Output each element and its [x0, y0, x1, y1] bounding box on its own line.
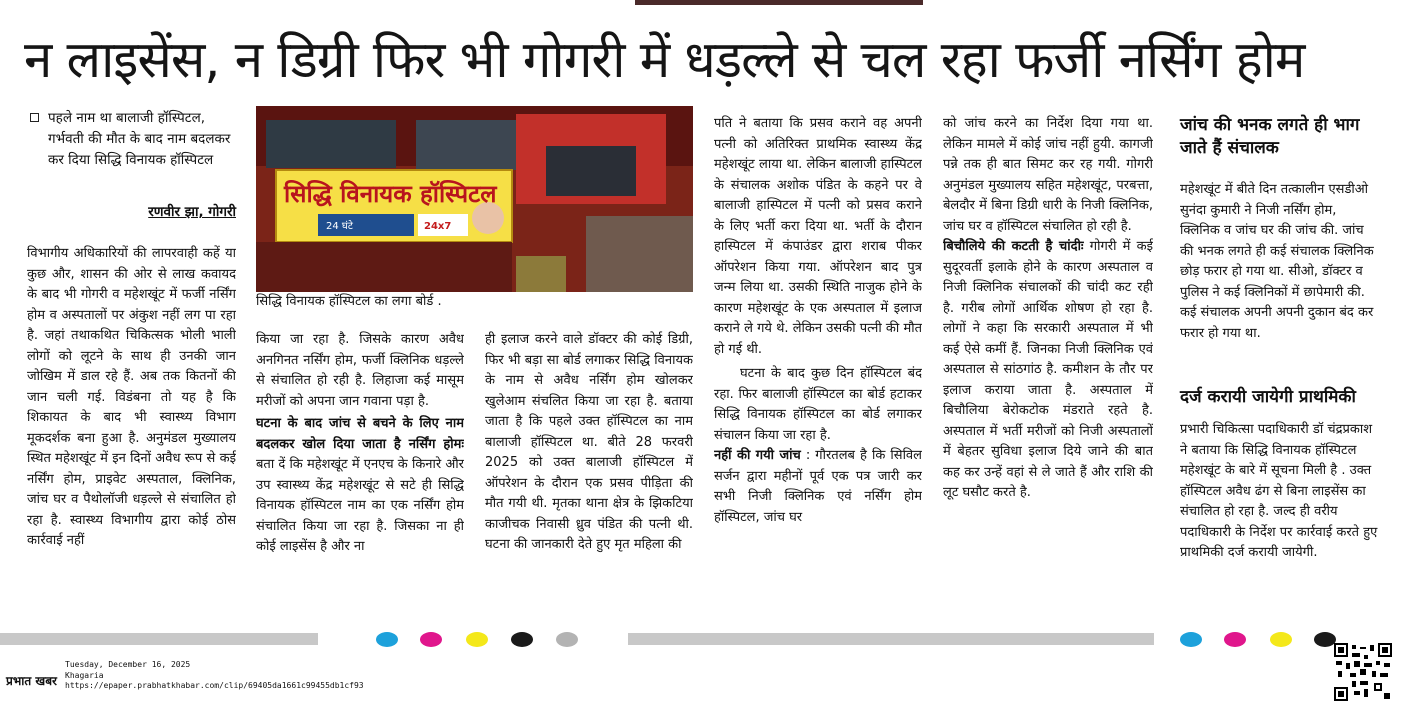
- cyan-registration-dot: [376, 632, 398, 647]
- byline: रणवीर झा, गोगरी: [148, 204, 236, 220]
- clip-info: [65, 660, 364, 692]
- article-column-2: [256, 330, 464, 616]
- photo-caption: सिद्धि विनायक हॉस्पिटल का लगा बोर्ड .: [256, 294, 442, 309]
- column-4-text-2: घटना के बाद कुछ दिन हॉस्पिटल बंद रहा. फिर बालाजी हॉस्पिटल का बोर्ड हटाकर सिद्धि विनायक हॉस्पिटल का बोर्ड लगाकर संचालन किया जा रहा है.: [714, 366, 922, 443]
- qr-code-icon[interactable]: [1334, 643, 1392, 701]
- column-2-text-1: किया जा रहा है. जिसके कारण अवैध अनगिनत नर्सिंग होम, फर्जी क्लिनिक धड़ल्ले से संचालित हो रही है. लिहाजा कई मासूम मरीजों को अपना जान गवाना पड़ा है.: [256, 332, 464, 409]
- column-5-text-2: गोगरी में कई सुदूरवर्ती इलाके होने के कारण अस्पताल व निजी क्लिनिक संचालकों की चांदी कट रही है. गरीब लोगों आर्थिक शोषण हो रहा है. लोगों ने कहा कि सरकारी अस्पताल में भी कई ऐसे कमीं हैं. जिनका निजी क्लिनिक एवं अस्पताल से सांठगांठ है. कमीशन के तौर पर इलाज कराया जाता है. अस्पताल में बिचौलिया बेरोकटोक मंडराते रहते है. अस्पताल में भर्ती मरीजों को निजी अस्पतालों में बेहतर सुविधा इलाज दिये जाने की बात कह कर उन्हें वहां से ले जाते हैं और राशि की लूट घसौट करते है.: [943, 239, 1153, 500]
- column-1-text: विभागीय अधिकारियों की लापरवाही कहें या कुछ और, शासन की ओर से लाख कवायद के बाद भी गोगरी व महेशखूंट में फर्जी नर्सिंग होम व अस्पतालों पर अंकुश नहीं लग पा रहा है. जहां तथाकथित चिकित्सक भोली भाली लोगों को लूटने के साथ ही उनकी जान जोखिम में डाल रहे हैं. अब तक कितनों की जान चली गई. विडंबना तो यह है कि शिकायत के बाद भी स्वास्थ्य विभाग मूकदर्शक बना हुआ है. अनुमंडल मुख्यालय स्थित महेशखूंट में इन दिनों अवैध रूप से कई नर्सिंग होम, प्राइवेट अस्पताल, क्लिनिक, जांच घर व पैथोलॉजी धड़ल्ले से संचालित हो रहा है. स्वास्थ्य विभागीय द्वारा कोई ठोस कार्रवाई नहीं: [27, 246, 236, 548]
- intro-bullet: [30, 108, 236, 171]
- column-5-subhead: बिचौलिये की कटती है चांदीः: [943, 239, 1084, 254]
- newspaper-logo: प्रभात खबर: [6, 674, 57, 688]
- top-image-strip: [635, 0, 923, 5]
- sidebar-title-1: जांच की भनक लगते ही भाग जाते हैं संचालक: [1180, 115, 1360, 158]
- intro-bullet-text: पहले नाम था बालाजी हॉस्पिटल, गर्भवती की मौत के बाद नाम बदलकर कर दिया सिद्धि विनायक हॉस्पिटल: [48, 110, 231, 168]
- magenta-registration-dot: [1224, 632, 1246, 647]
- headline: न लाइसेंस, न डिग्री फिर भी गोगरी में धड़ल्ले से चल रहा फर्जी नर्सिंग होम: [24, 31, 1305, 90]
- registration-bar-left: [0, 633, 318, 645]
- article-column-1: [27, 244, 236, 616]
- sidebar-body-1-text: महेशखूंट में बीते दिन तत्कालीन एसडीओ सुनंदा कुमारी ने निजी नर्सिंग होम, क्लिनिक व जांच घर की जांच की. जांच की भनक लगते ही कई संचालक क्लिनिक छोड़ फरार हो गया था. सीओ, डॉक्टर व पुलिस ने कई क्लिनिकों में छापेमारी की. कई संचालक अपनी अपनी दुकान बंद कर फरार हो गया था.: [1180, 182, 1374, 341]
- article-column-4: [714, 114, 922, 616]
- column-2-subhead: घटना के बाद जांच से बचने के लिए नाम बदलकर खोल दिया जाता है नर्सिंग होमः: [256, 416, 464, 452]
- column-4-paragraph-3: [714, 446, 922, 528]
- cyan-registration-dot: [1180, 632, 1202, 647]
- gray-registration-dot: [556, 632, 578, 647]
- registration-bar-middle: [628, 633, 1154, 645]
- sign-badge-text: 24x7: [424, 221, 452, 232]
- sidebar-title-2: दर्ज करायी जायेगी प्राथमिकी: [1180, 387, 1356, 407]
- article-column-5: [943, 114, 1153, 616]
- yellow-registration-dot: [466, 632, 488, 647]
- clip-edition: Khagaria: [65, 670, 104, 680]
- article-column-3: [485, 330, 693, 616]
- sidebar-body-2: [1180, 420, 1378, 620]
- sign-title: सिद्धि विनायक हॉस्पिटल: [284, 180, 497, 208]
- column-3-text: ही इलाज करने वाले डॉक्टर की कोई डिग्री, फिर भी बड़ा सा बोर्ड लगाकर सिद्धि विनायक के नाम से अवैध नर्सिंग होम खोलकर खुलेआम संचलित किया जा रहा है. बताया जाता है कि पहले उक्त हॉस्पिटल का नाम बालाजी हॉस्पिटल था. बीते 28 फरवरी 2025 को उक्त बालाजी हॉस्पिटल में ऑपरेशन के दौरान एक प्रसव पीड़िता की मौत गयी थी. मृतका थाना क्षेत्र के झिकटिया काजीचक निवासी ध्रुव पंडित की पत्नी थी. घटना की जानकारी देते हुए मृत महिला की: [485, 332, 693, 552]
- sign-small-text: 24 घंटे: [326, 221, 353, 232]
- clip-url[interactable]: https://epaper.prabhatkhabar.com/clip/69405da1661c99455db1cf93: [65, 681, 364, 690]
- magenta-registration-dot: [420, 632, 442, 647]
- column-5-text-1: को जांच करने का निर्देश दिया गया था. लेकिन मामले में कोई जांच नहीं हुयी. कागजी पन्ने तक ही बात सिमट कर रह गयी. गोगरी अनुमंडल मुख्यालय सहित महेशखूंट, परबत्ता, बेलदौर में बिना डिग्री धारी के निजी क्लिनिक, जांच घर व हॉस्पिटल संचालित हो रही है.: [943, 116, 1153, 234]
- column-4-text-1: पति ने बताया कि प्रसव कराने वह अपनी पत्नी को अतिरिक्त प्राथमिक स्वास्थ्य केंद्र महेशखूंट लाया था. लेकिन बालाजी हास्पिटल के संचालक अशोक पंडित के कहने पर वे बालाजी हास्पिटल में पत्नी को प्रसव कराने के लिए भर्ती करा दिया था. भर्ती के दौरान हास्पिटल में कंपाउंडर द्वारा शराब पीकर ऑपरेशन किया गया. ऑपरेशन बाद पुत्र जन्म लिया था. उसकी स्थिति नाजुक होने के कारण महेशखूंट के एक अस्पताल में इलाज कराने ले गये थे. लेकिन उसकी पत्नी की मौत हो गई थी.: [714, 116, 922, 357]
- column-4-subhead: नहीं की गयी जांच: [714, 448, 801, 463]
- sidebar-body-2-text: प्रभारी चिकित्सा पदाधिकारी डॉ चंद्रप्रकाश ने बताया कि सिद्धि विनायक हॉस्पिटल महेशखूंट के बारे में सूचना मिली है . उक्त हॉस्पिटल अवैध ढंग से बिना लाइसेंस का संचालित हो रहा है. जल्द ही वरीय पदाधिकारी के निर्देश पर कार्रवाई करते हुए प्राथमिकी दर्ज करायी जायेगी.: [1180, 422, 1378, 560]
- photo-illustration: [256, 106, 693, 292]
- column-2-text-2: बता दें कि महेशखूंट में एनएच के किनारे और उप स्वास्थ्य केंद्र महेशखूंट से सटे ही सिद्धि विनायक हॉस्पिटल नाम का एक नर्सिंग होम संचालित किया जा रहा है. जिसका ना ही कोई लाइसेंस है और ना: [256, 457, 464, 554]
- hospital-sign-photo: [256, 106, 693, 292]
- black-registration-dot: [1314, 632, 1336, 647]
- column-2-paragraph-2: [256, 414, 464, 558]
- column-5-paragraph-2: [943, 237, 1153, 504]
- yellow-registration-dot: [1270, 632, 1292, 647]
- column-4-text-3: : गौरतलब है कि सिविल सर्जन द्वारा महीनों पूर्व एक पत्र जारी कर सभी निजी क्लिनिक एवं नर्सिंग होम हॉस्पिटल, जांच घर: [714, 448, 922, 525]
- clip-date: Tuesday, December 16, 2025: [65, 660, 191, 669]
- black-registration-dot: [511, 632, 533, 647]
- square-bullet-icon: [30, 113, 39, 122]
- sidebar-body-1: [1180, 180, 1378, 380]
